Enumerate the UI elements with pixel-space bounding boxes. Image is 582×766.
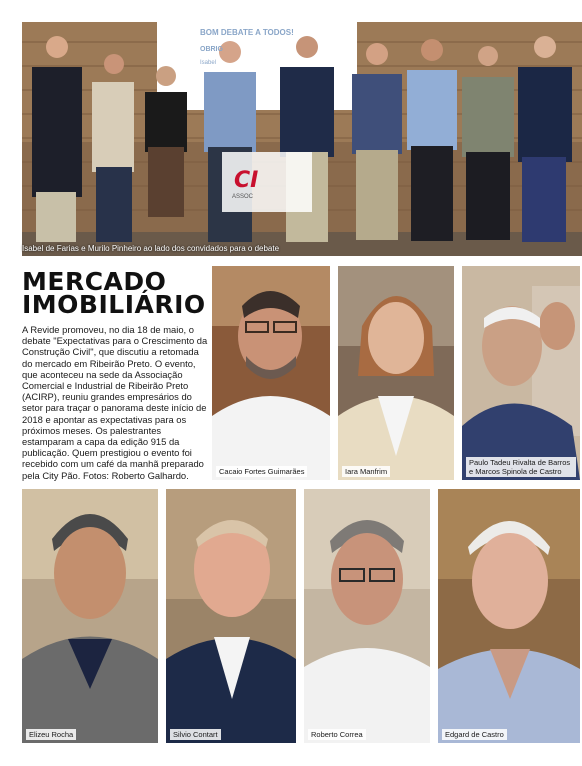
portrait-caption: Elizeu Rocha <box>26 729 76 740</box>
screen-line: Isabel <box>200 60 217 66</box>
acirp-sign: CI <box>234 168 259 193</box>
article-body: A Revide promoveu, no dia 18 de maio, o debate "Expectativas para o Crescimento da Construção Civil", que discutiu a retomada do mercado em Ribeirão Preto. O evento, que aconteceu na sede da Associação Comercial e Industrial de Ribeirão Preto (ACIRP), reuniu grandes empresários do setor para traçar o panorama deste início de 2018 e apontar as expectativas para os próximos meses. Os palestrantes estamparam a capa da edição 915 da publicação. Quem prestigiou o evento foi recebido com um café da manhã preparado pela City Pão. Fotos: Roberto Galhardo. <box>22 324 208 481</box>
portrait-caption: Iara Manfrim <box>342 466 390 477</box>
headline-line1: MERCADO <box>22 267 167 296</box>
screen-title: BOM DEBATE A TODOS! <box>200 28 294 37</box>
portrait-photo <box>438 489 580 743</box>
group-photo <box>22 22 582 256</box>
screen-subtitle: OBRIG <box>200 46 223 53</box>
portrait-caption: Roberto Correa <box>308 729 366 740</box>
headline-line2: IMOBILIÁRIO <box>22 290 206 319</box>
acirp-sign-subtext: ASSOC <box>232 194 254 200</box>
portrait-photo <box>462 266 580 480</box>
page-title <box>22 267 212 319</box>
portrait-caption: Cacaio Fortes Guimarães <box>216 466 307 477</box>
portrait-photo <box>22 489 158 743</box>
portrait-caption: Edgard de Castro <box>442 729 507 740</box>
group-photo-caption: Isabel de Farias e Murilo Pinheiro ao lado dos convidados para o debate <box>22 244 280 253</box>
portrait-caption: Silvio Contart <box>170 729 221 740</box>
portrait-caption: Paulo Tadeu Rivalta de Barros e Marcos Spinola de Castro <box>466 457 576 477</box>
portrait-photo <box>166 489 296 743</box>
portrait-photo <box>212 266 330 480</box>
portrait-photo <box>338 266 454 480</box>
portrait-photo <box>304 489 430 743</box>
